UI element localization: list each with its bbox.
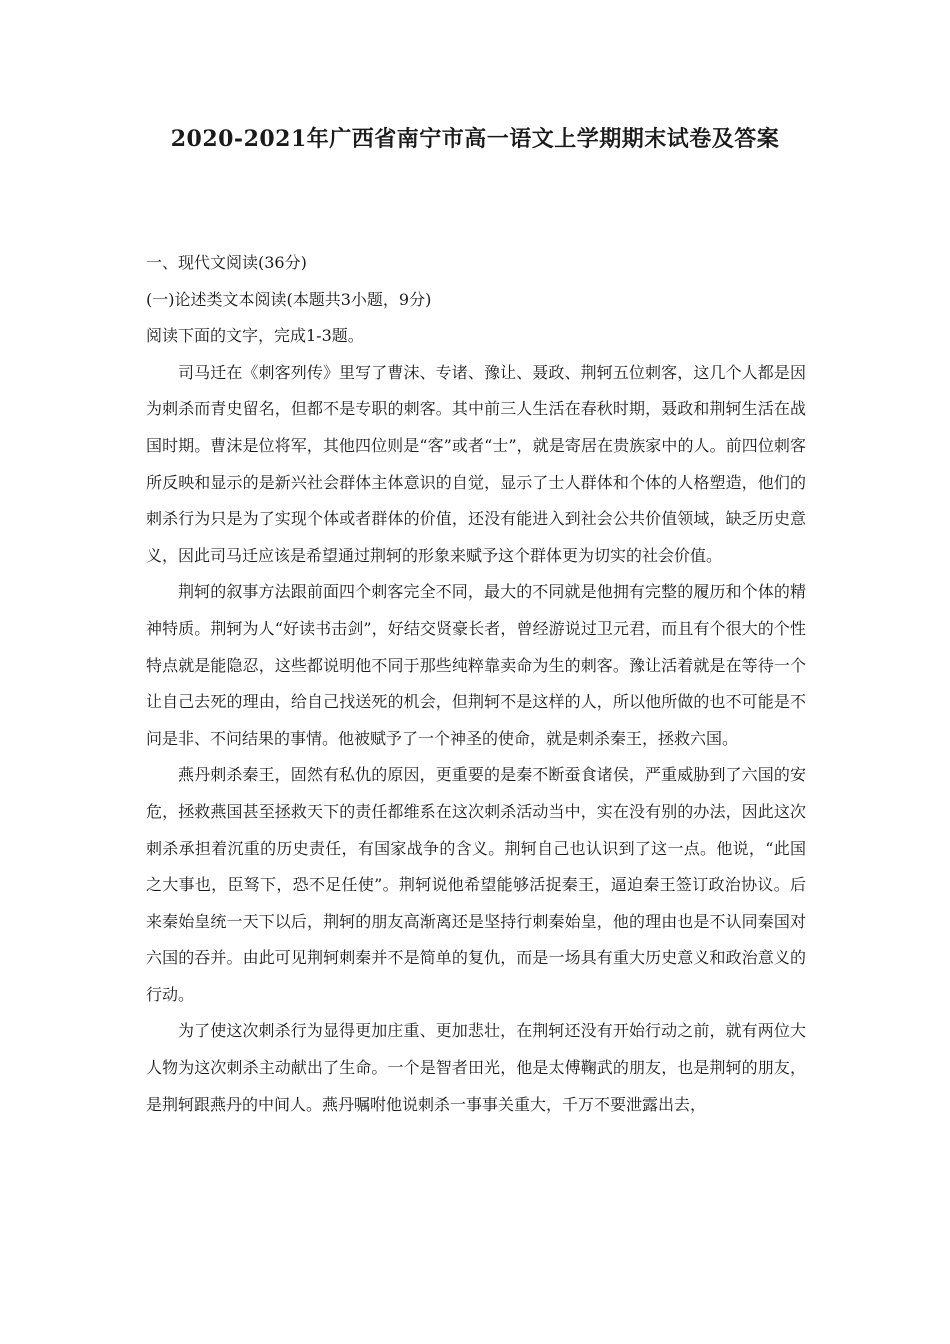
body-paragraph: 为了使这次刺杀行为显得更加庄重、更加悲壮，在荆轲还没有开始行动之前，就有两位大人物为这次刺杀主动献出了生命。一个是智者田光，他是太傅鞠武的朋友，也是荆轲的朋友，是荆轲跟燕丹的中间人。燕丹嘱咐他说刺杀一事事关重大，千万不要泄露出去，	[146, 1021, 806, 1114]
section-heading: 一、现代文阅读(36分)	[146, 253, 307, 272]
body-paragraph: 荆轲的叙事方法跟前面四个刺客完全不同，最大的不同就是他拥有完整的履历和个体的精神特质。荆轲为人“好读书击剑”，好结交贤豪长者，曾经游说过卫元君，而且有个很大的个性特点就是能隐忍，这些都说明他不同于那些纯粹靠卖命为生的刺客。豫让活着就是在等待一个让自己去死的理由，给自己找送死的机会，但荆轲不是这样的人，所以他所做的也不可能是不问是非、不问结果的事情。他被赋予了一个神圣的使命，就是刺杀秦王，拯救六国。	[146, 582, 806, 748]
reading-instruction: 阅读下面的文字，完成1-3题。	[146, 326, 364, 346]
body-paragraph: 司马迁在《刺客列传》里写了曹沫、专诸、豫让、聂政、荆轲五位刺客，这几个人都是因为刺杀而青史留名，但都不是专职的刺客。其中前三人生活在春秋时期，聂政和荆轲生活在战国时期。曹沫是位将军，其他四位则是“客”或者“士”，就是寄居在贵族家中的人。前四位刺客所反映和显示的是新兴社会群体主体意识的自觉，显示了士人群体和个体的人格塑造，他们的刺杀行为只是为了实现个体或者群体的价值，还没有能进入到社会公共价值领域，缺乏历史意义，因此司马迁应该是希望通过荆轲的形象来赋予这个群体更为切实的社会价值。	[146, 362, 806, 565]
body-paragraph: 燕丹刺杀秦王，固然有私仇的原因，更重要的是秦不断蚕食诸侯，严重威胁到了六国的安危，拯救燕国甚至拯救天下的责任都维系在这次刺杀活动当中，实在没有别的办法，因此这次刺杀承担着沉重的历史责任，有国家战争的含义。荆轲自己也认识到了这一点。他说，“此国之大事也，臣驽下，恐不足任使”。荆轲说他希望能够活捉秦王，逼迫秦王签订政治协议。后来秦始皇统一天下以后，荆轲的朋友高渐离还是坚持行刺秦始皇，他的理由也是不认同秦国对六国的吞并。由此可见荆轲刺秦并不是简单的复仇，而是一场具有重大历史意义和政治意义的行动。	[146, 765, 806, 1004]
document-body	[146, 245, 806, 1123]
subsection-heading: (一)论述类文本阅读(本题共3小题，9分)	[146, 289, 432, 309]
document-title: 2020-2021年广西省南宁市高一语文上学期期末试卷及答案	[170, 126, 780, 152]
